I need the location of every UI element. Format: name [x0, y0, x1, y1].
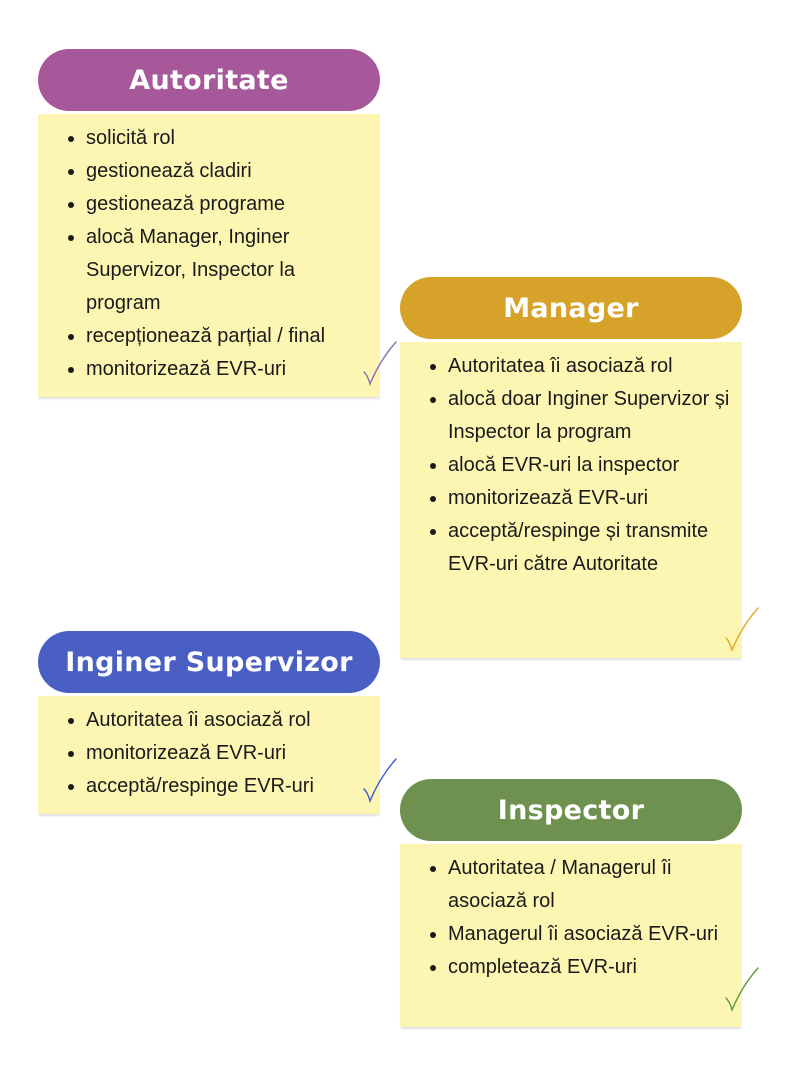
list-item: • Managerul îi asociază EVR-uri [448, 918, 732, 951]
role-title: Manager [400, 277, 742, 339]
responsibility-list [424, 852, 732, 984]
role-note [400, 342, 742, 658]
list-item: • Autoritatea / Managerul îi asociază rol [448, 852, 732, 918]
list-item: • solicită rol [86, 122, 370, 155]
checkmark-icon [362, 340, 398, 386]
list-item: • Autoritatea îi asociază rol [86, 704, 370, 737]
responsibility-list [62, 122, 370, 386]
list-item: • alocă doar Inginer Supervizor și Inspector la program [448, 383, 732, 449]
role-card-autoritate [38, 49, 380, 397]
list-item: • gestionează programe [86, 188, 370, 221]
role-note [38, 696, 380, 814]
checkmark-icon [724, 606, 760, 652]
list-item: • alocă Manager, Inginer Supervizor, Inspector la program [86, 221, 370, 320]
role-title: Inginer Supervizor [38, 631, 380, 693]
role-note [38, 114, 380, 397]
list-item: • acceptă/respinge și transmite EVR-uri către Autoritate [448, 515, 732, 581]
role-card-manager [400, 277, 742, 658]
role-card-inspector [400, 779, 742, 1027]
checkmark-icon [362, 757, 398, 803]
list-item: • completează EVR-uri [448, 951, 732, 984]
role-title: Autoritate [38, 49, 380, 111]
list-item: • Autoritatea îi asociază rol [448, 350, 732, 383]
list-item: • gestionează cladiri [86, 155, 370, 188]
list-item: • acceptă/respinge EVR-uri [86, 770, 370, 803]
list-item: • alocă EVR-uri la inspector [448, 449, 732, 482]
responsibility-list [424, 350, 732, 581]
checkmark-icon [724, 966, 760, 1012]
role-title: Inspector [400, 779, 742, 841]
list-item: • monitorizează EVR-uri [86, 353, 370, 386]
list-item: • monitorizează EVR-uri [86, 737, 370, 770]
list-item: • monitorizează EVR-uri [448, 482, 732, 515]
list-item: • recepționează parțial / final [86, 320, 370, 353]
responsibility-list [62, 704, 370, 803]
role-card-inginer-supervizor [38, 631, 380, 814]
role-note [400, 844, 742, 1027]
